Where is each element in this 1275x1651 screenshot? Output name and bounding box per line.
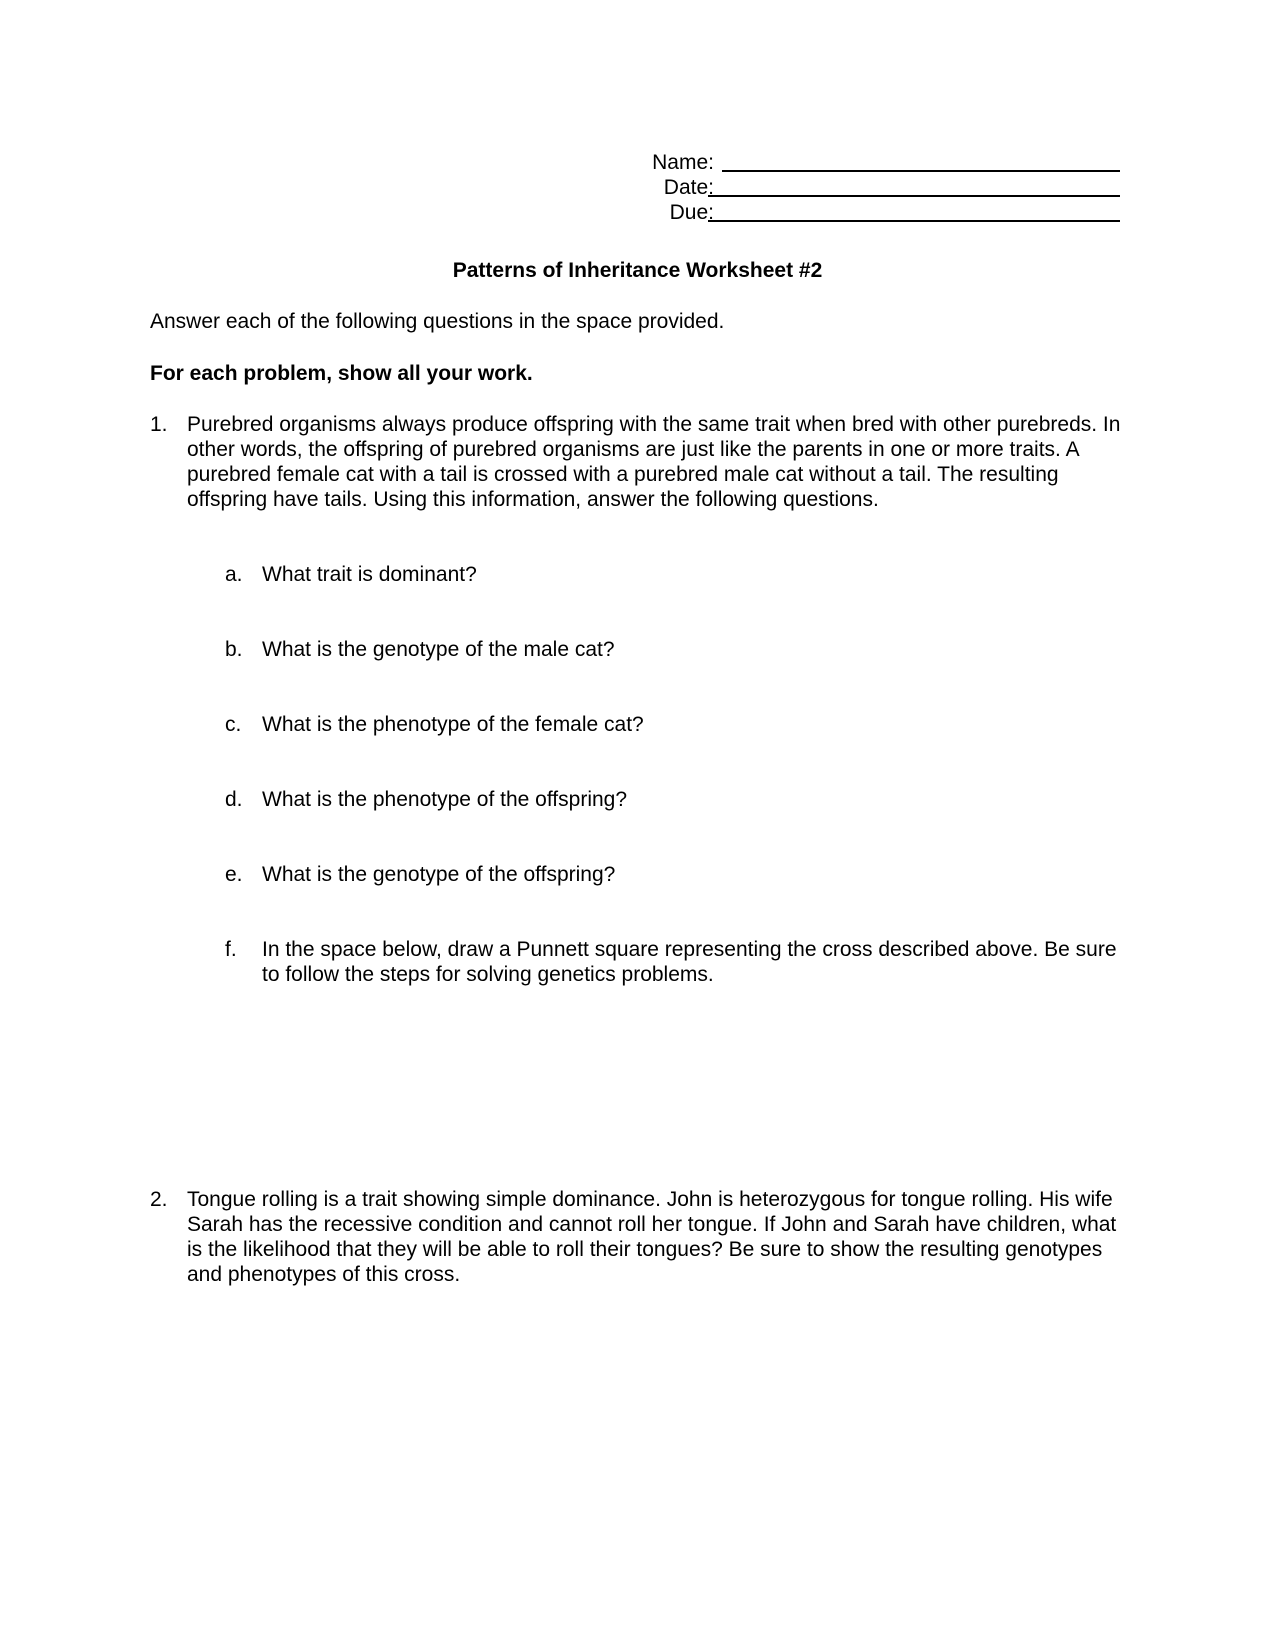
question-1 <box>150 412 1130 512</box>
subquestion-letter: c. <box>225 713 242 736</box>
question-2 <box>150 1187 1130 1287</box>
student-info-fields <box>600 150 1120 225</box>
due-label: Due: <box>669 201 714 224</box>
subquestion-text: What trait is dominant? <box>262 563 477 586</box>
subquestion-text: In the space below, draw a Punnett square representing the cross described above. Be sure to follow the steps for solving genetics problems. <box>262 938 1117 986</box>
subquestion-letter: d. <box>225 788 243 811</box>
show-work-instructions: For each problem, show all your work. <box>150 362 533 385</box>
date-label: Date: <box>663 176 714 199</box>
date-field <box>600 175 1120 200</box>
subquestion-d <box>225 787 1125 812</box>
subquestion-letter: a. <box>225 563 243 586</box>
name-label: Name: <box>652 151 714 174</box>
subquestion-f <box>225 937 1125 987</box>
question-text: Tongue rolling is a trait showing simple dominance. John is heterozygous for tongue rolling. His wife Sarah has the recessive condition and cannot roll her tongue. If John and Sarah have children, what is the likelihood that they will be able to roll their tongues? Be sure to show the resulting genotypes and phenotypes of this cross. <box>187 1188 1117 1286</box>
instructions-text: Answer each of the following questions in the space provided. <box>150 310 725 333</box>
subquestion-text: What is the phenotype of the female cat? <box>262 713 644 736</box>
date-input-line[interactable] <box>708 175 1120 197</box>
subquestion-e <box>225 862 1125 887</box>
name-field <box>600 150 1120 175</box>
subquestion-text: What is the phenotype of the offspring? <box>262 788 628 811</box>
subquestion-letter: e. <box>225 863 243 886</box>
question-number: 2. <box>150 1188 168 1211</box>
name-input-line[interactable] <box>722 150 1120 172</box>
question-number: 1. <box>150 413 168 436</box>
subquestion-letter: f. <box>225 938 237 961</box>
subquestion-letter: b. <box>225 638 243 661</box>
subquestion-c <box>225 712 1125 737</box>
subquestion-text: What is the genotype of the male cat? <box>262 638 615 661</box>
due-field <box>600 200 1120 225</box>
question-text: Purebred organisms always produce offspring with the same trait when bred with other purebreds. In other words, the offspring of purebred organisms are just like the parents in one or more traits. A purebred female cat with a tail is crossed with a purebred male cat without a tail. The resulting offspring have tails. Using this information, answer the following questions. <box>187 413 1121 511</box>
subquestion-b <box>225 637 1125 662</box>
due-input-line[interactable] <box>708 200 1120 222</box>
subquestion-a <box>225 562 1125 587</box>
worksheet-title: Patterns of Inheritance Worksheet #2 <box>452 259 823 282</box>
subquestion-text: What is the genotype of the offspring? <box>262 863 616 886</box>
